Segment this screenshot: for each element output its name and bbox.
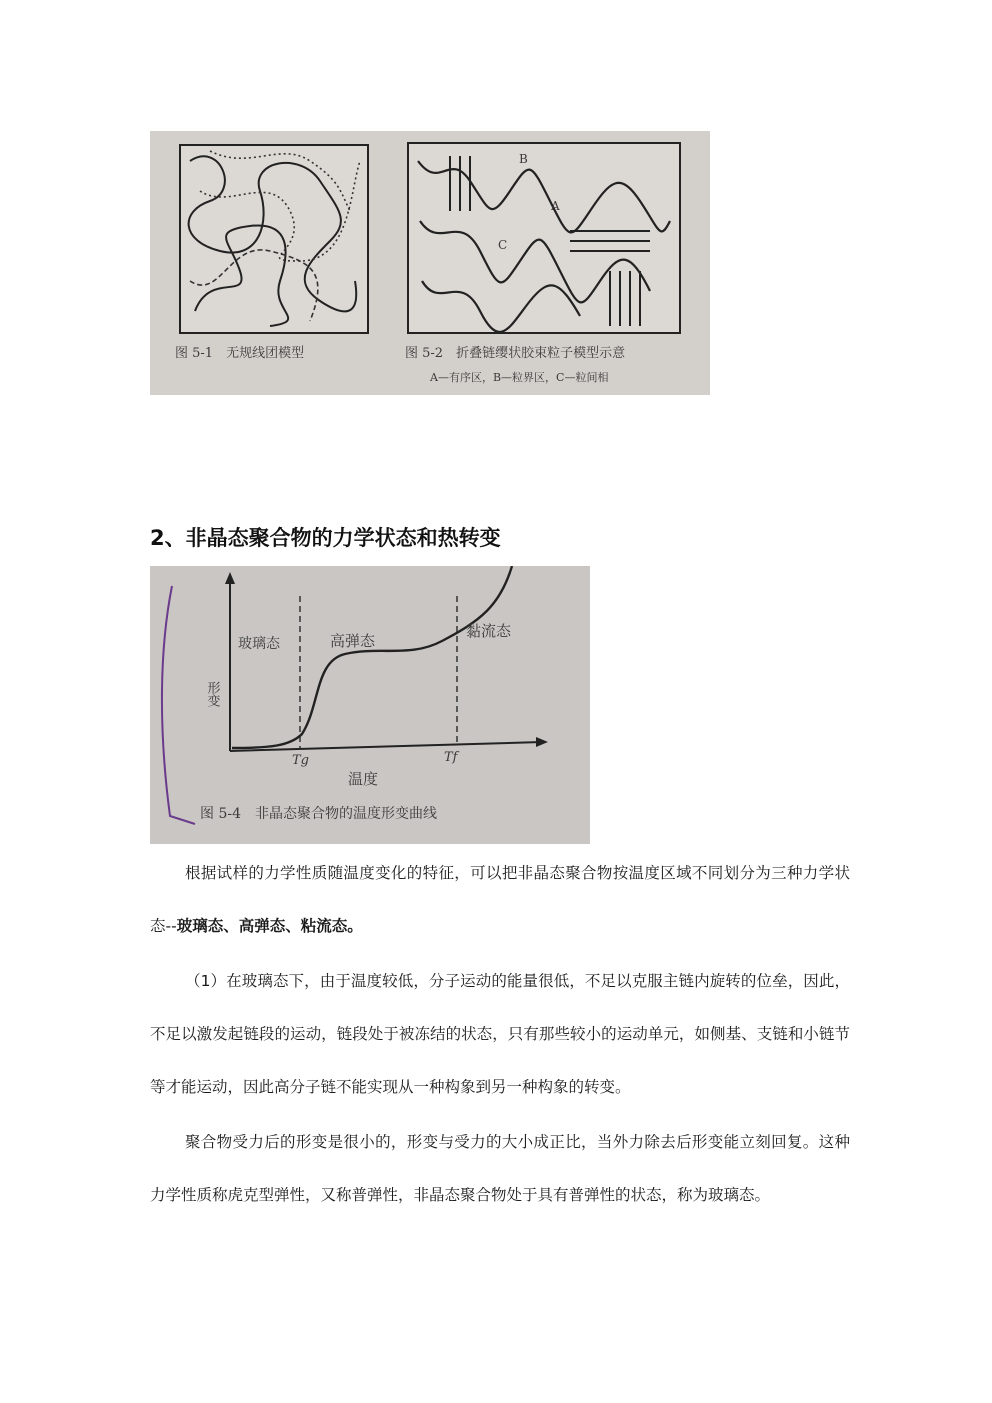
section-heading: 2、非晶态聚合物的力学状态和热转变 — [150, 526, 501, 550]
tg-label: Tg — [292, 753, 309, 768]
pen-mark — [162, 586, 195, 824]
deformation-curve — [232, 566, 512, 748]
x-axis-arrow — [536, 737, 548, 747]
y-axis-arrow — [225, 572, 235, 584]
figure-5-4-caption: 图 5-4 非晶态聚合物的温度形变曲线 — [200, 806, 437, 822]
figure-5-2-caption: 图 5-2 折叠链缨状胶束粒子模型示意 — [405, 346, 626, 361]
three-states-bold: 玻璃态、高弹态、粘流态。 — [176, 917, 363, 935]
tf-label: Tf — [444, 750, 458, 765]
paragraph-mechanical-states-text: 根据试样的力学性质随温度变化的特征，可以把非晶态聚合物按温度区域不同划分为三种力学状态-- — [150, 864, 850, 935]
region-rubbery: 高弹态 — [330, 632, 376, 650]
figure-photo-polymer-models — [150, 131, 710, 395]
label-c: C — [498, 238, 508, 252]
label-b: B — [519, 152, 528, 166]
fringed-micelle-diagram — [408, 143, 680, 333]
region-viscous: 黏流态 — [466, 622, 512, 640]
x-axis-label: 温度 — [348, 770, 379, 788]
figure-5-1-caption: 图 5-1 无规线团模型 — [175, 346, 305, 361]
figure-photo-temperature-deformation-curve — [150, 566, 590, 844]
figure-5-2-subcaption: A—有序区，B—粒界区，C—粒间相 — [430, 371, 609, 384]
paragraph-glassy-state: （1）在玻璃态下，由于温度较低，分子运动的能量很低，不足以克服主链内旋转的位垒，因此，不足以激发起链段的运动，链段处于被冻结的状态，只有那些较小的运动单元，如侧基、支链和小链节等才能运动，因此高分子链不能实现从一种构象到另一种构象的转变。 — [150, 972, 850, 1096]
y-axis-label: 形变 — [204, 681, 220, 707]
label-a: A — [551, 199, 560, 213]
paragraph-mechanical-states — [150, 847, 850, 953]
region-glassy: 玻璃态 — [238, 636, 280, 652]
paragraph-hookean-elasticity: 聚合物受力后的形变是很小的，形变与受力的大小成正比，当外力除去后形变能立刻回复。这种力学性质称虎克型弹性，又称普弹性，非晶态聚合物处于具有普弹性的状态，称为玻璃态。 — [150, 1133, 850, 1204]
random-coil-diagram — [180, 145, 368, 333]
